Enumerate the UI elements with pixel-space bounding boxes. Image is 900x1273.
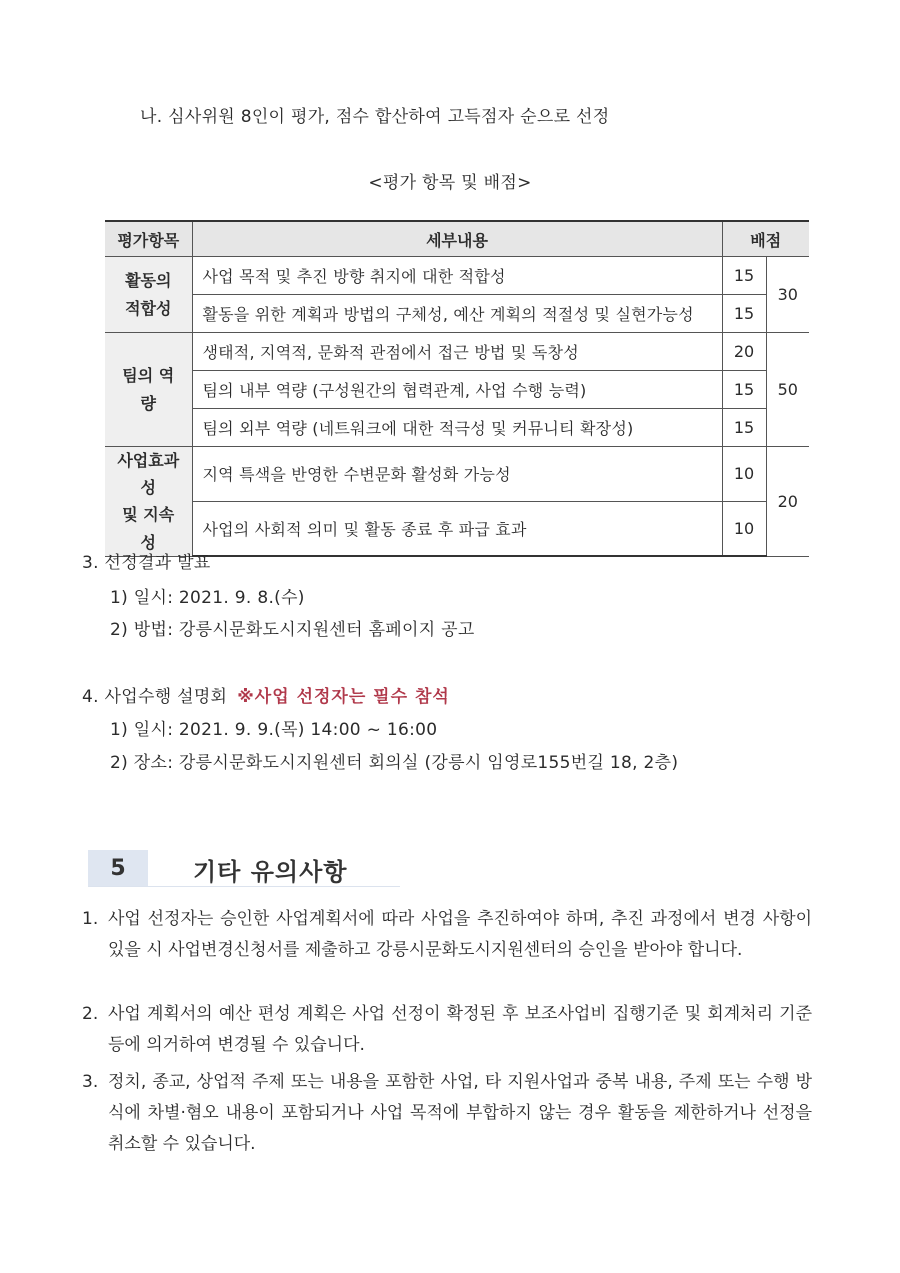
points-cell: 15 <box>722 295 766 333</box>
category-label: 적합성 <box>125 298 172 318</box>
total-cell: 50 <box>766 333 809 447</box>
section3-item: 1) 일시: 2021. 9. 8.(수) <box>110 588 305 608</box>
paragraph-text: 사업 선정자는 승인한 사업계획서에 따라 사업을 추진하여야 하며, 추진 과정에서 변경 사항이 있을 시 사업변경신청서를 제출하고 강릉시문화도시지원센터의 승인을 받아야 합니다. <box>108 909 812 960</box>
category-label: 및 지속성 <box>122 505 175 552</box>
header-category: 평가항목 <box>105 221 192 257</box>
paragraph-number: 1. <box>82 909 99 929</box>
detail-cell: 사업의 사회적 의미 및 활동 종료 후 파급 효과 <box>192 501 722 556</box>
section-title: 기타 유의사항 <box>193 858 348 886</box>
header-points: 배점 <box>722 221 809 257</box>
section4-title: 4. 사업수행 설명회 <box>82 687 228 707</box>
section3-item: 2) 방법: 강릉시문화도시지원센터 홈페이지 공고 <box>110 620 475 640</box>
section3-title: 3. 선정결과 발표 <box>82 553 211 573</box>
paragraph-number: 2. <box>82 1004 99 1024</box>
category-label: 사업효과성 <box>117 451 180 498</box>
points-cell: 10 <box>722 501 766 556</box>
section4-heading <box>82 682 450 707</box>
points-cell: 15 <box>722 257 766 295</box>
detail-cell: 사업 목적 및 추진 방향 취지에 대한 적합성 <box>192 257 722 295</box>
total-cell: 20 <box>766 447 809 557</box>
detail-cell: 생태적, 지역적, 문화적 관점에서 접근 방법 및 독창성 <box>192 333 722 371</box>
paragraph-text: 사업 계획서의 예산 편성 계획은 사업 선정이 확정된 후 보조사업비 집행기준 및 회계처리 기준 등에 의거하여 변경될 수 있습니다. <box>108 1004 812 1055</box>
points-cell: 20 <box>722 333 766 371</box>
table-caption: <평가 항목 및 배점> <box>368 173 532 193</box>
paragraph-text: 정치, 종교, 상업적 주제 또는 내용을 포함한 사업, 타 지원사업과 중복 내용, 주제 또는 수행 방식에 차별·혐오 내용이 포함되거나 사업 목적에 부합하지 않는 경우 활동을 제한하거나 선정을 취소할 수 있습니다. <box>108 1072 812 1154</box>
table-row <box>105 371 809 409</box>
detail-cell: 지역 특색을 반영한 수변문화 활성화 가능성 <box>192 447 722 502</box>
points-cell: 15 <box>722 409 766 447</box>
points-cell: 15 <box>722 371 766 409</box>
section5-header <box>88 850 400 887</box>
table-row <box>105 295 809 333</box>
table-row <box>105 447 809 502</box>
detail-cell: 팀의 외부 역량 (네트워크에 대한 적극성 및 커뮤니티 확장성) <box>192 409 722 447</box>
total-cell: 30 <box>766 257 809 333</box>
table-row <box>105 501 809 556</box>
section4-item: 2) 장소: 강릉시문화도시지원센터 회의실 (강릉시 임영로155번길 18, 2층) <box>110 753 679 773</box>
points-cell: 10 <box>722 447 766 502</box>
category-cell <box>105 333 192 447</box>
paragraph-number: 3. <box>82 1072 99 1092</box>
evaluation-table <box>105 220 809 557</box>
table-header-row <box>105 221 809 257</box>
detail-cell: 팀의 내부 역량 (구성원간의 협력관계, 사업 수행 능력) <box>192 371 722 409</box>
category-label: 팀의 역량 <box>122 366 175 413</box>
section-number-badge: 5 <box>88 850 148 886</box>
section4-item: 1) 일시: 2021. 9. 9.(목) 14:00 ~ 16:00 <box>110 720 438 740</box>
table-row <box>105 257 809 295</box>
category-cell <box>105 257 192 333</box>
category-label: 활동의 <box>125 271 172 291</box>
header-detail: 세부내용 <box>192 221 722 257</box>
mandatory-notice: ※사업 선정자는 필수 참석 <box>237 687 450 707</box>
table-row <box>105 409 809 447</box>
table-row <box>105 333 809 371</box>
detail-cell: 활동을 위한 계획과 방법의 구체성, 예산 계획의 적절성 및 실현가능성 <box>192 295 722 333</box>
category-cell <box>105 447 192 557</box>
intro-text: 나. 심사위원 8인이 평가, 점수 합산하여 고득점자 순으로 선정 <box>140 107 610 127</box>
